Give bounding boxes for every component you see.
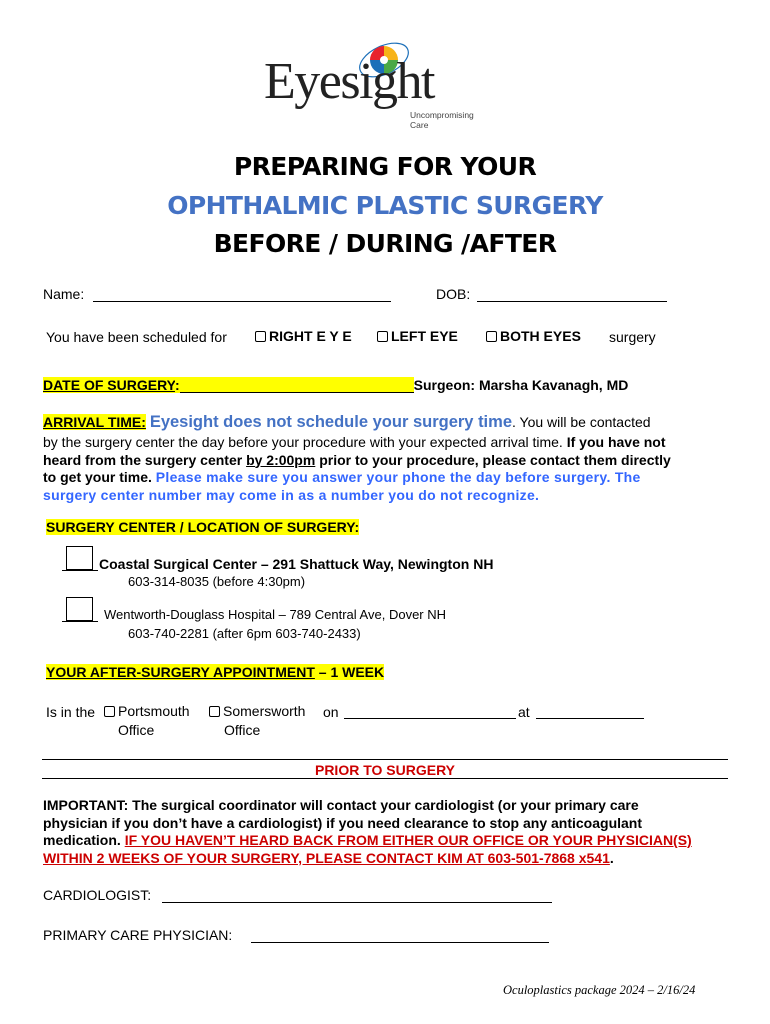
arrival-notice: Eyesight does not schedule your surgery time — [149, 413, 512, 431]
is-in-the-label: Is in the — [46, 704, 96, 720]
divider-top — [42, 759, 728, 760]
name-label: Name: — [43, 286, 85, 302]
surgeon-name: Surgeon: Marsha Kavanagh, MD — [413, 377, 629, 393]
page-title-line3: BEFORE / DURING /AFTER — [213, 229, 557, 258]
both-eyes-option[interactable]: BOTH EYES — [486, 328, 581, 344]
right-eye-option[interactable]: RIGHT E Y E — [255, 328, 352, 344]
location-heading: SURGERY CENTER / LOCATION OF SURGERY: — [46, 519, 360, 535]
date-of-surgery-label: DATE OF SURGERY — [43, 377, 175, 393]
portsmouth-checkbox[interactable] — [104, 706, 115, 717]
name-field[interactable] — [93, 301, 391, 302]
arrival-line1: ARRIVAL TIME: Eyesight does not schedule your surgery time. You will be contacted — [43, 413, 651, 431]
scheduled-suffix: surgery — [609, 329, 656, 345]
dob-field[interactable] — [477, 301, 667, 302]
prior-to-surgery-heading: PRIOR TO SURGERY — [314, 762, 456, 778]
wentworth-checkbox[interactable] — [66, 597, 93, 621]
dob-label: DOB: — [436, 286, 471, 302]
left-eye-option[interactable]: LEFT EYE — [377, 328, 458, 344]
date-of-surgery-field[interactable] — [180, 377, 414, 393]
arrival-details: by the surgery center the day before your procedure with your expected arrival time. If you have not heard from the surgery center by 2:00pm prior to your procedure, please contact them directly to get your time. Please make sure you answer your phone the day before surgery. The surgery center number may come in as a number you do not recognize. — [43, 434, 671, 503]
at-label: at — [518, 704, 530, 720]
appt-time-field[interactable] — [536, 718, 644, 719]
logo-brand: Eyesight — [264, 53, 434, 110]
cardiologist-field[interactable] — [162, 902, 552, 903]
cardiologist-label: CARDIOLOGIST: — [43, 887, 152, 903]
scheduled-prefix: You have been scheduled for — [46, 329, 227, 345]
wentworth-phone: 603-740-2281 (after 6pm 603-740-2433) — [128, 626, 361, 641]
after-appt-heading: YOUR AFTER-SURGERY APPOINTMENT – 1 WEEK — [46, 664, 385, 680]
page-title-line1: PREPARING FOR YOUR — [233, 152, 537, 181]
page-title-line2: OPHTHALMIC PLASTIC SURGERY — [167, 191, 603, 220]
coastal-surgical-center: Coastal Surgical Center – 291 Shattuck Way, Newington NH — [99, 556, 494, 572]
logo-tagline: Uncompromising Care — [410, 110, 474, 130]
somersworth-checkbox[interactable] — [209, 706, 220, 717]
important-notice: IMPORTANT: The surgical coordinator will contact your cardiologist (or your primary care physician if you don’t have a cardiologist) if you need clearance to stop any anticoagulant medication. IF YOU HAVEN’T HEARD BACK FROM EITHER OUR OFFICE OR YOUR PHYSICIAN(S) WITHIN 2 WEEKS OF YOUR SURGERY, PLEASE CONTACT KIM AT 603-501-7868 x541. — [43, 797, 692, 866]
wentworth-douglass-hospital: Wentworth-Douglass Hospital – 789 Central Ave, Dover NH — [104, 607, 447, 622]
footer-version: Oculoplastics package 2024 – 2/16/24 — [503, 983, 696, 997]
somersworth-option[interactable]: Somersworth — [209, 703, 305, 719]
somersworth-office: Office — [224, 722, 261, 738]
right-eye-checkbox[interactable] — [255, 331, 266, 342]
on-label: on — [323, 704, 339, 720]
divider-bottom — [42, 778, 728, 779]
logo — [264, 38, 494, 128]
portsmouth-office: Office — [118, 722, 155, 738]
appt-date-field[interactable] — [344, 718, 516, 719]
pcp-label: PRIMARY CARE PHYSICIAN: — [43, 927, 233, 943]
portsmouth-option[interactable]: Portsmouth — [104, 703, 190, 719]
coastal-phone: 603-314-8035 (before 4:30pm) — [128, 574, 306, 589]
arrival-label: ARRIVAL TIME: — [43, 414, 146, 430]
pcp-field[interactable] — [251, 942, 549, 943]
both-eyes-checkbox[interactable] — [486, 331, 497, 342]
left-eye-checkbox[interactable] — [377, 331, 388, 342]
coastal-checkbox[interactable] — [66, 546, 93, 570]
date-of-surgery-row: DATE OF SURGERY: Surgeon: Marsha Kavanagh, MD — [43, 377, 629, 393]
